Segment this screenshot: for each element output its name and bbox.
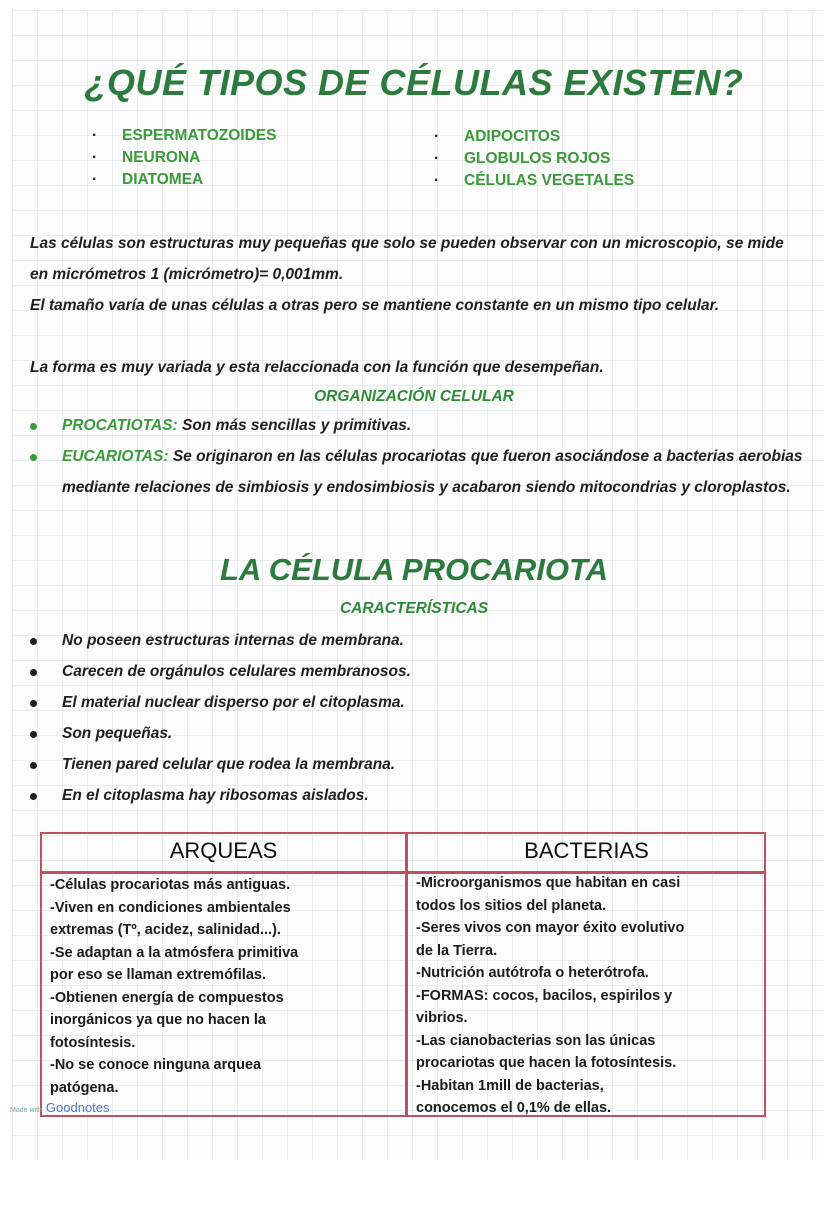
bullet-icon	[30, 423, 37, 430]
column-divider	[405, 834, 408, 1115]
list-item	[30, 718, 805, 749]
feature-text: No poseen estructuras internas de membrana.	[62, 632, 404, 649]
bullet-icon	[30, 731, 37, 738]
list-item: · CÉLULAS VEGETALES	[464, 170, 634, 192]
table-cell-line: procariotas que hacen la fotosíntesis.	[416, 1055, 677, 1071]
goodnotes-watermark	[10, 1100, 110, 1115]
table-cell-line: de la Tierra.	[416, 942, 498, 959]
term-text: Son más sencillas y primitivas.	[181, 417, 412, 434]
term-label: EUCARIOTAS:	[62, 448, 169, 465]
intro-paragraph-variation: El tamaño varía de unas células a otras pero se mantiene constante en un mismo tipo celular.	[30, 297, 720, 314]
feature-text: El material nuclear disperso por el citoplasma.	[62, 694, 405, 711]
bullet-icon	[30, 669, 37, 676]
bullet-icon	[30, 454, 37, 461]
bullet-icon	[30, 793, 37, 800]
table-cell-line: inorgánicos ya que no hacen la	[50, 1012, 266, 1028]
table-cell-line: todos los sitios del planeta.	[416, 897, 607, 914]
list-item	[30, 780, 805, 811]
list-item	[30, 410, 805, 441]
watermark-brand: Goodnotes	[45, 1100, 110, 1115]
table-cell-line: fotosíntesis.	[50, 1034, 136, 1051]
list-item	[30, 441, 805, 503]
list-item	[30, 625, 805, 656]
bullet-icon	[30, 762, 37, 769]
list-item: · ADIPOCITOS	[464, 126, 634, 148]
list-item	[30, 749, 805, 780]
bullet-icon	[30, 700, 37, 707]
organization-heading: ORGANIZACIÓN CELULAR	[314, 388, 514, 405]
bacteria-header: BACTERIAS	[524, 838, 649, 863]
feature-text: Tienen pared celular que rodea la membrana.	[62, 756, 396, 773]
list-item: · NEURONA	[122, 147, 276, 169]
features-list	[30, 625, 805, 811]
characteristics-heading: CARACTERÍSTICAS	[339, 600, 489, 617]
table-cell-line: -Viven en condiciones ambientales	[50, 899, 291, 916]
table-cell-line: -Nutrición autótrofa o heterótrofa.	[416, 965, 649, 981]
feature-text: En el citoplasma hay ribosomas aislados.	[62, 787, 369, 804]
table-cell-line: por eso se llaman extremófilas.	[50, 967, 266, 983]
archaea-header: ARQUEAS	[169, 838, 278, 863]
page-title: ¿QUÉ TIPOS DE CÉLULAS EXISTEN?	[84, 62, 744, 103]
list-item	[30, 656, 805, 687]
intro-paragraph-size: Las células son estructuras muy pequeñas que solo se pueden observar con un microscopio, se mide en micrómetros 1 (micrómetro)= 0,001mm.	[30, 235, 784, 283]
organization-list	[30, 410, 805, 503]
term-label: PROCATIOTAS:	[62, 417, 178, 434]
table-cell-line: vibrios.	[416, 1010, 468, 1026]
bullet-icon	[30, 638, 37, 645]
table-cell-line: conocemos el 0,1% de ellas.	[416, 1100, 612, 1116]
archaea-column	[50, 874, 400, 1099]
table-cell-line: patógena.	[50, 1079, 119, 1096]
list-item	[30, 687, 805, 718]
bacteria-column	[416, 872, 756, 1120]
watermark-prefix: Made with	[10, 1107, 42, 1114]
table-cell-line: -Seres vivos con mayor éxito evolutivo	[416, 920, 685, 936]
table-cell-line: -Habitan 1mill de bacterias,	[416, 1077, 604, 1094]
table-cell-line: -No se conoce ninguna arquea	[50, 1057, 262, 1073]
table-cell-line: -FORMAS: cocos, bacilos, espirilos y	[416, 987, 673, 1004]
list-item: · GLOBULOS ROJOS	[464, 148, 634, 170]
table-cell-line: -Microorganismos que habitan en casi	[416, 875, 681, 891]
feature-text: Son pequeñas.	[62, 725, 173, 742]
cell-types-left-list	[122, 125, 276, 191]
list-item: · DIATOMEA	[122, 169, 276, 191]
cell-types-right-list	[464, 126, 634, 192]
intro-paragraph-shape: La forma es muy variada y esta relaccionada con la función que desempeñan.	[30, 359, 604, 376]
comparison-table	[40, 832, 766, 1117]
feature-text: Carecen de orgánulos celulares membranosos.	[62, 663, 411, 680]
table-cell-line: -Obtienen energía de compuestos	[50, 989, 284, 1006]
section-title: LA CÉLULA PROCARIOTA	[219, 552, 609, 587]
table-cell-line: extremas (Tº, acidez, salinidad...).	[50, 922, 281, 938]
list-item: · ESPERMATOZOIDES	[122, 125, 276, 147]
table-cell-line: -Se adaptan a la atmósfera primitiva	[50, 944, 299, 961]
table-cell-line: -Las cianobacterias son las únicas	[416, 1032, 656, 1049]
term-text: Se originaron en las células procariotas que fueron asociándose a bacterias aerobias mediante relaciones de simbiosis y endosimbiosis y acabaron siendo mitocondrias y cloroplastos.	[62, 448, 803, 496]
table-cell-line: -Células procariotas más antiguas.	[50, 877, 291, 893]
